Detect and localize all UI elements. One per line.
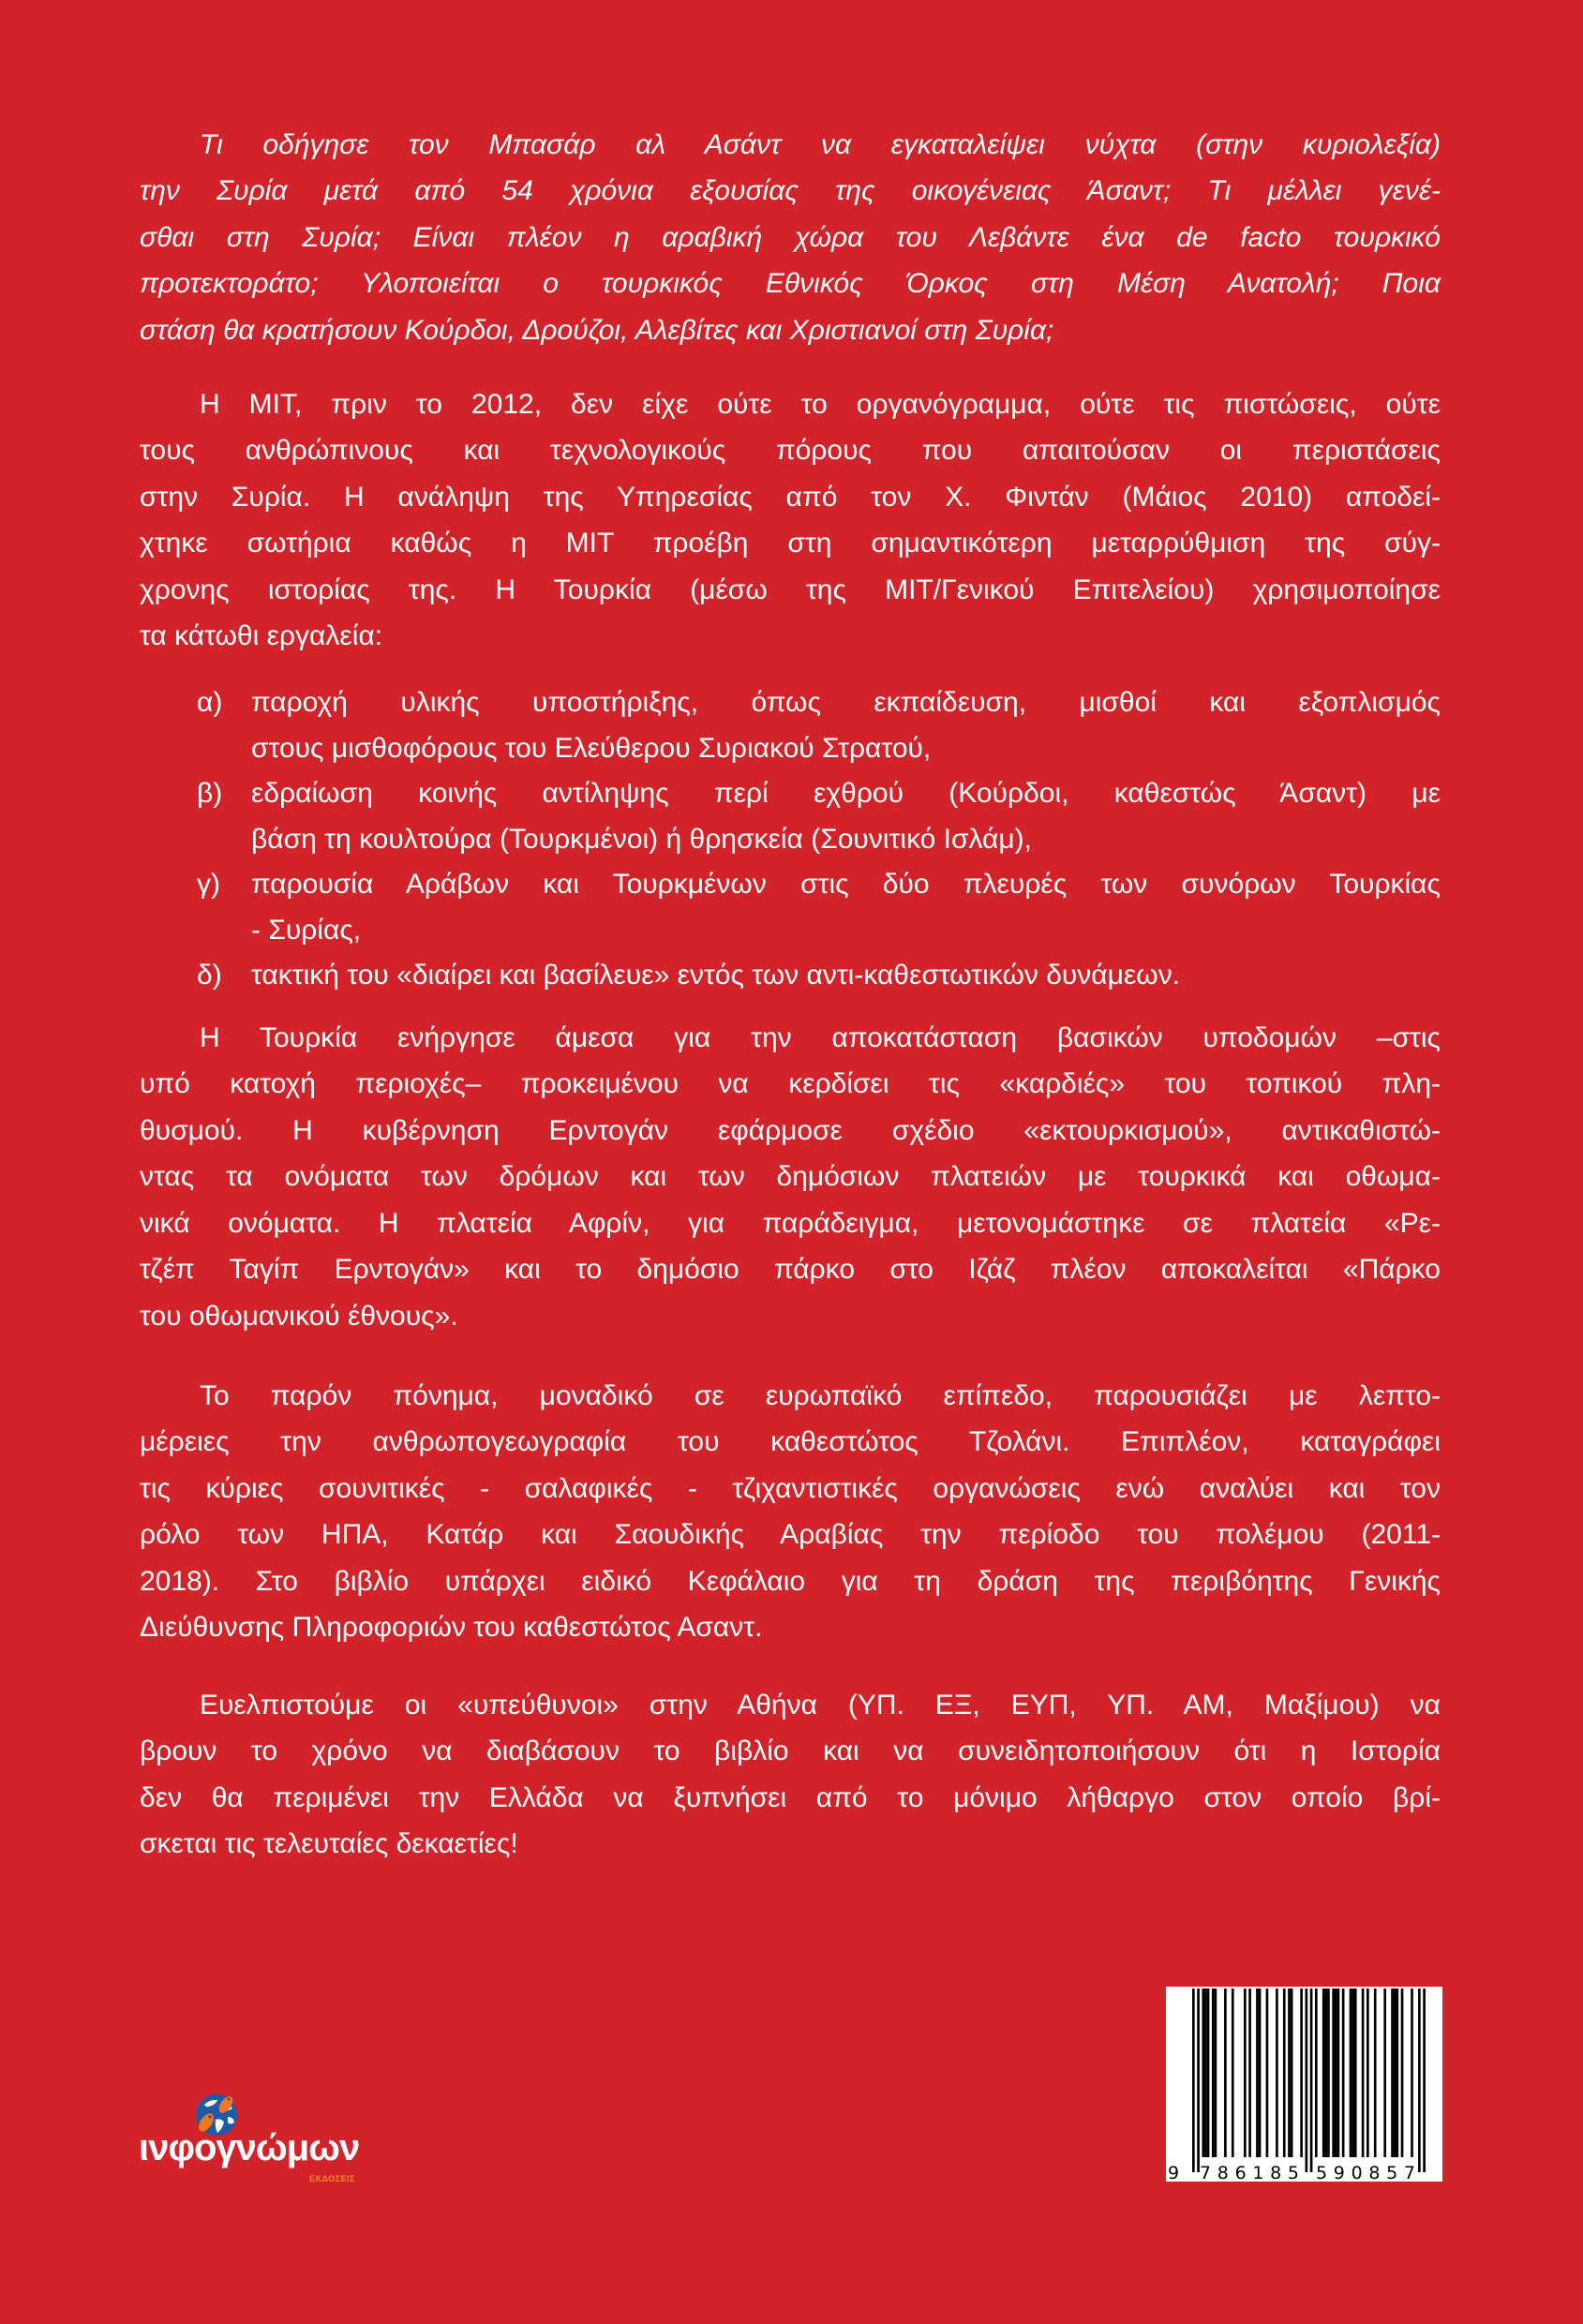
paragraph-line: Η ΜΙΤ, πριν το 2012, δεν είχε ούτε το οργανόγραμμα, ούτε τις πιστώσεις, ούτε (200, 388, 1441, 420)
list-item-line: παρουσία Αράβων και Τουρκμένων στις δύο πλευρές των συνόρων Τουρκίας (251, 869, 1441, 900)
paragraph (140, 1015, 1441, 1340)
barcode-bar (1204, 1989, 1207, 2157)
paragraph-line: θυσμού. Η κυβέρνηση Ερντογάν εφάρμοσε σχέδιο «εκτουρκισμού», αντικαθιστώ- (140, 1114, 1441, 1146)
barcode-bar (1224, 1989, 1227, 2157)
barcode-bar (1327, 1989, 1330, 2157)
list-marker: β) (197, 778, 223, 809)
paragraph-line: βρουν το χρόνο να διαβάσουν το βιβλίο και να συνειδητοποιήσουν ότι η Ιστορία (140, 1736, 1441, 1766)
barcode-bar (1352, 1989, 1354, 2157)
barcode-bar (1411, 1989, 1413, 2157)
paragraph-line: μέρειες την ανθρωπογεωγραφία του καθεστώτος Τζολάνι. Επιπλέον, καταγράφει (140, 1426, 1441, 1457)
barcode-bar (1310, 1989, 1313, 2172)
barcode-bar (1202, 1989, 1204, 2157)
barcode-bar (1248, 1989, 1251, 2157)
paragraph-line: Ευελπιστούμε οι «υπεύθυνοι» στην Αθήνα (ΥΠ. ΕΞ, ΕΥΠ, ΥΠ. ΑΜ, Μαξίμου) να (200, 1689, 1441, 1721)
paragraph-line: την Συρία μετά από 54 χρόνια εξουσίας της οικογένειας Άσαντ; Τι μέλλει γενέ- (140, 175, 1441, 206)
barcode-bar (1283, 1989, 1286, 2157)
paragraph (140, 1373, 1441, 1651)
barcode-bar (1300, 1989, 1303, 2157)
barcode-bar (1322, 1989, 1325, 2157)
paragraph-line: Διεύθυνσης Πληροφοριών του καθεστώτος Ασαντ. (140, 1612, 763, 1643)
paragraph-line: προτεκτοράτο; Υλοποιείται ο τουρκικός Εθνικός Όρκος στη Μέση Ανατολή; Ποια (140, 268, 1441, 299)
list-item-line: - Συρίας, (251, 914, 362, 946)
list-item-row (197, 771, 1441, 817)
barcode-bar (1423, 1989, 1426, 2172)
publisher-subtitle: ΕΚΔΟΣΕΙΣ (309, 2174, 356, 2183)
barcode-bar (1197, 1989, 1200, 2172)
footprint-heel-mark (228, 2098, 231, 2101)
list-item-line: βάση τη κουλτούρα (Τουρκμένοι) ή θρησκεία (Σουνιτικό Ισλάμ), (251, 823, 1032, 855)
paragraph-line: τα κάτωθι εργαλεία: (140, 620, 383, 651)
paragraph-line: ντας τα ονόματα των δρόμων και των δημόσιων πλατειών με τουρκικά και οθωμα- (140, 1161, 1441, 1192)
publisher-wordmark: ινφογνώμων (139, 2127, 360, 2168)
paragraph-line: χτηκε σωτήρια καθώς η ΜΙΤ προέβη στη σημαντικότερη μεταρρύθμιση της σύγ- (140, 528, 1441, 559)
barcode-bar (1362, 1989, 1365, 2157)
barcode-bar (1207, 1989, 1210, 2157)
barcode-bar (1332, 1989, 1335, 2157)
barcode-bar (1306, 1989, 1308, 2172)
barcode-bar (1288, 1989, 1291, 2157)
list-item (197, 680, 1441, 771)
barcode-bar (1276, 1989, 1278, 2157)
paragraph-line: τις κύριες σουνιτικές - σαλαφικές - τζιχαντιστικές οργανώσεις ενώ αναλύει και τον (140, 1472, 1441, 1504)
list-item (197, 771, 1441, 862)
paragraph-line: του οθωμανικού έθνους». (140, 1300, 458, 1332)
barcode-bar (1315, 1989, 1318, 2157)
paragraph-line: νικά ονόματα. Η πλατεία Αφρίν, για παράδειγμα, μετονομάστηκε σε πλατεία «Ρε- (140, 1207, 1441, 1239)
barcode-bar (1350, 1989, 1352, 2157)
barcode-left-digits: 786185 (1200, 2163, 1299, 2182)
paragraph-line: Η Τουρκία ενήργησε άμεσα για την αποκατάσταση βασικών υποδομών –στις (200, 1021, 1441, 1053)
barcode-bar (1215, 1989, 1217, 2157)
barcode-bar (1354, 1989, 1357, 2157)
barcode-bar (1232, 1989, 1234, 2157)
tools-list (197, 680, 1441, 999)
list-item (197, 862, 1441, 953)
barcode-bar-group (1192, 1989, 1426, 2172)
list-item-row (197, 953, 1441, 999)
barcode-bar (1401, 1989, 1404, 2157)
barcode-bar (1291, 1989, 1293, 2157)
barcode-bar (1266, 1989, 1269, 2157)
barcode-bar (1342, 1989, 1345, 2157)
list-item-line: τακτική του «διαίρει και βασίλευε» εντός των αντι-καθεστωτικών δυνάμεων. (251, 960, 1181, 991)
paragraph-line: ρόλο των ΗΠΑ, Κατάρ και Σαουδικής Αραβίας την περίοδο του πολέμου (2011- (140, 1519, 1441, 1550)
barcode-bar (1383, 1989, 1386, 2157)
barcode-bar (1374, 1989, 1377, 2157)
paragraph (140, 122, 1441, 354)
paragraph-line: δεν θα περιμένει την Ελλάδα να ξυπνήσει από το μόνιμο λήθαργο στον οποίο βρί- (140, 1781, 1441, 1813)
barcode-bar (1212, 1989, 1215, 2157)
barcode-bar (1396, 1989, 1398, 2157)
paragraph-line: σθαι στη Συρία; Είναι πλέον η αραβική χώρα του Λεβάντε ένα de facto τουρκικό (140, 221, 1441, 253)
barcode-bar (1244, 1989, 1247, 2157)
paragraph-line: τζέπ Ταγίπ Ερντογάν» και το δημόσιο πάρκο στο Ιζάζ πλέον αποκαλείται «Πάρκο (140, 1254, 1441, 1285)
barcode-right-digits: 590857 (1316, 2163, 1415, 2182)
paragraph-line: χρονης ιστορίας της. Η Τουρκία (μέσω της ΜΙΤ/Γενικού Επιτελείου) χρησιμοποίησε (140, 574, 1441, 605)
barcode-bar (1418, 1989, 1421, 2172)
paragraph-line: τους ανθρώπινους και τεχνολογικούς πόρους που απαιτούσαν οι περιστάσεις (140, 435, 1441, 466)
barcode-bar (1259, 1989, 1262, 2157)
barcode-bar (1391, 1989, 1394, 2157)
list-item-line: στους μισθοφόρους του Ελεύθερου Συριακού Στρατού, (251, 732, 932, 764)
list-item-line: εδραίωση κοινής αντίληψης περί εχθρού (Κούρδοι, καθεστώς Άσαντ) με (251, 778, 1441, 809)
paragraph (140, 381, 1441, 660)
paragraph-line: Το παρόν πόνημα, μοναδικό σε ευρωπαϊκό επίπεδο, παρουσιάζει με λεπτο- (200, 1379, 1441, 1411)
paragraph-line: υπό κατοχή περιοχές– προκειμένου να κερδίσει τις «καρδιές» του τοπικού πλη- (140, 1068, 1441, 1099)
paragraph-line: 2018). Στο βιβλίο υπάρχει ειδικό Κεφάλαιο για τη δράση της περιβόητης Γενικής (140, 1565, 1441, 1597)
barcode-bars (1166, 1987, 1442, 2182)
paragraph-line: στην Συρία. Η ανάληψη της Υπηρεσίας από τον Χ. Φιντάν (Μάιος 2010) αποδεί- (140, 481, 1441, 513)
barcode-bar (1394, 1989, 1396, 2157)
barcode-bar (1324, 1989, 1327, 2157)
paragraph (140, 1682, 1441, 1868)
paragraph-line: στάση θα κρατήσουν Κούρδοι, Δρούζοι, Αλεβίτες και Χριστιανοί στη Συρία; (140, 314, 1054, 346)
barcode-bar (1335, 1989, 1337, 2157)
isbn-barcode (1166, 1987, 1442, 2182)
barcode-first-digit: 9 (1168, 2163, 1180, 2182)
list-marker: γ) (197, 869, 220, 900)
barcode-bar (1192, 1989, 1195, 2172)
barcode-bar (1366, 1989, 1369, 2157)
paragraph-line: σκεται τις τελευταίες δεκαετίες! (140, 1828, 518, 1859)
list-marker: α) (197, 687, 223, 718)
list-item-line: παροχή υλικής υποστήριξης, όπως εκπαίδευση, μισθοί και εξοπλισμός (251, 687, 1441, 718)
publisher-logo (131, 2092, 366, 2195)
barcode-bar (1256, 1989, 1259, 2157)
list-item (197, 953, 1441, 999)
footprint-heel-mark (208, 2115, 211, 2118)
list-item-row (197, 862, 1441, 908)
barcode-bar (1337, 1989, 1340, 2157)
list-item-row (197, 680, 1441, 726)
paragraph-line: Τι οδήγησε τον Μπασάρ αλ Ασάντ να εγκαταλείψει νύχτα (στην κυριολεξία) (200, 128, 1441, 160)
list-marker: δ) (197, 960, 222, 991)
